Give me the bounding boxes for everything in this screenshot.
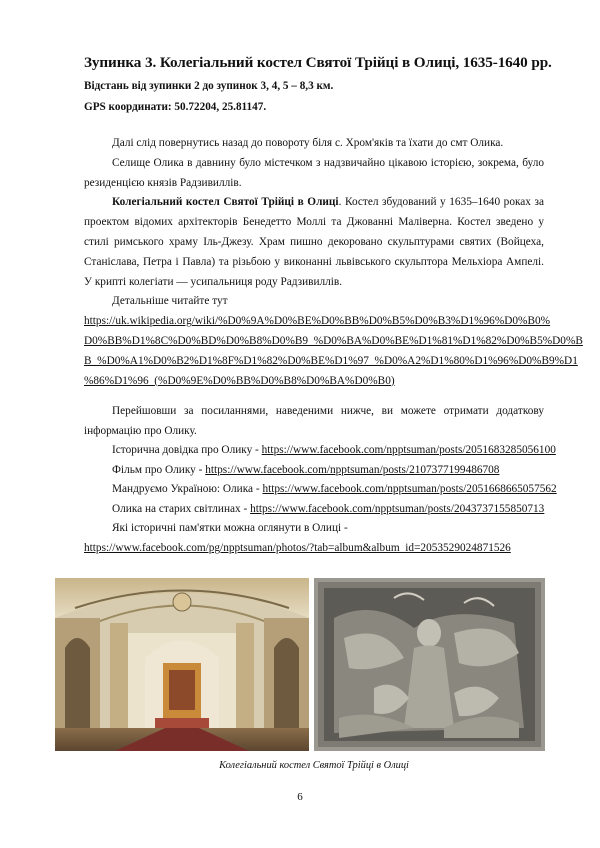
facebook-link[interactable]: https://www.facebook.com/npptsuman/posts/2043737155850713 [250,503,545,515]
wikipedia-link-cont[interactable] [84,372,544,392]
links-intro: Перейшовши за посиланнями, наведеними нижче, ви можете отримати додаткову інформацію про Олику. [84,405,544,437]
gps-line: GPS координати: 50.72204, 25.81147. [84,101,267,113]
paragraph-olyka-history: Селище Олика в давнину було містечком з надзвичайно цікавою історією, зокрема, було резиденцією князів Радзивиллів. [84,156,544,189]
page-number: 6 [297,791,303,803]
facebook-album-link[interactable]: https://www.facebook.com/pg/npptsuman/photos/?tab=album&album_id=2053529024871526 [84,542,511,554]
wiki-url-part-4[interactable]: %86%D1%96_(%D0%9E%D0%BB%D0%B8%D0%BA%D0%B0) [84,374,395,387]
relief-sculpture-photo [314,578,545,751]
link-row-history [84,444,554,456]
wiki-url-part-3[interactable]: B_%D0%A1%D0%B2%D1%8F%D1%82%D0%BE%D1%97_%D0%A2%D1%80%D1%96%D0%B9%D1 [84,354,578,367]
link-label: Які історичні пам'ятки можна оглянути в Олиці - [112,522,348,534]
main-text [84,134,583,391]
paragraph-return: Далі слід повернутись назад до повороту біля с. Хром'яків та їхати до смт Олика. [112,137,504,149]
distance-line: Відстань від зупинки 2 до зупинок 3, 4, 5 – 8,3 км. [84,80,334,92]
more-info-label: Детальніше читайте тут [112,295,228,308]
wikipedia-link-cont[interactable] [84,332,583,352]
wiki-url-part-2[interactable]: D0%BB%D1%8C%D0%BD%D0%B8%D0%B9_%D0%BA%D0%BE%D1%81%D1%82%D0%B5%D0%B [84,334,583,347]
facebook-link[interactable]: https://www.facebook.com/npptsuman/posts/2051668665057562 [262,483,557,495]
wikipedia-link-cont[interactable] [84,352,578,372]
link-row-monuments [84,522,554,534]
paragraph-church [84,193,544,292]
link-label: Історична довідка про Олику - [112,444,262,456]
link-row-film [84,464,554,476]
link-row-travel [84,483,557,495]
link-label: Мандруємо Україною: Олика - [112,483,263,495]
church-description: . Костел збудований у 1635–1640 роках за проектом відомих архітекторів Бенедетто Моллі та Джованні Маліверна. Костел зведено у стилі римського храму Іль-Джезу. Храм пишно декоровано скульптурами святих (Войцеха, Станіслава, Петра і Павла) та різьбою у виконанні львівського скульптора Мельхіора Ампелі. У крипті колегіати — усипальниця роду Радзивиллів. [84,196,544,288]
facebook-link[interactable]: https://www.facebook.com/npptsuman/posts/2051683285056100 [261,444,556,456]
church-interior-image [55,578,309,751]
link-label: Олика на старих світлинах - [112,503,251,515]
wiki-url-part-1[interactable]: https://uk.wikipedia.org/wiki/%D0%9A%D0%BE%D0%BB%D0%B5%D0%B3%D1%96%D0%B0% [84,315,551,328]
stop-title: Зупинка 3. Колегіальний костел Святої Трійці в Олиці, 1635-1640 рр. [84,54,552,71]
link-row-old-photos [84,503,554,515]
link-row-monuments-url [84,542,554,554]
relief-sculpture-image [314,578,545,751]
church-name-bold: Колегіальний костел Святої Трійці в Олиці [112,196,339,209]
figure-caption: Колегіальний костел Святої Трійці в Олиці [219,760,409,771]
wikipedia-link[interactable] [84,312,551,332]
link-label: Фільм про Олику - [112,464,206,476]
facebook-link[interactable]: https://www.facebook.com/npptsuman/posts/2107377199486708 [205,464,500,476]
church-interior-photo [55,578,309,751]
